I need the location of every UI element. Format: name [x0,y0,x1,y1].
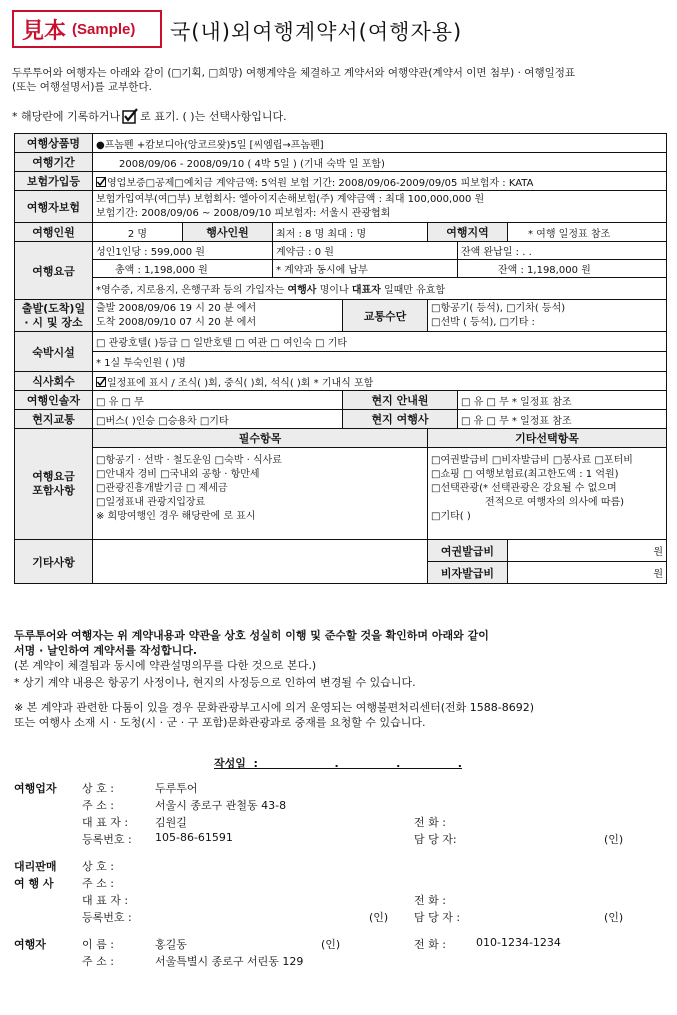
legend [12,108,287,124]
list-item: □관광진흥개발기금 □ 제세금 [96,483,228,494]
period-value: 2008/09/06 - 2008/09/10 ( 4박 5일 ) (기내 숙박 일 포함) [93,153,667,172]
guide-value: □ 유 □ 무 * 일정표 참조 [458,391,667,410]
party-row [14,875,669,892]
visa-fee-label: 비자발급비 [428,562,508,584]
party-row [14,858,669,875]
meals-value: 일정표에 표시 / 조식( )회, 중식( )회, 석식( )회 * 기내식 포함 [107,377,374,389]
table-row [15,332,667,352]
transport-line-1: □항공기( 등석), □기차( 등석) [431,302,566,314]
intro-line-1: 두루투어와 여행자는 아래와 같이 (□기획, □희망) 여행계약을 체결하고 계약서와 여행약관(계약서 이면 첨부) · 여행일정표 [12,67,576,79]
other-label: 기타사항 [15,540,93,584]
fee-note-mid: 명이나 [316,285,352,296]
traveler-phone-value: 010-1234-1234 [476,936,561,949]
address-value: 서울시 종로구 관철동 43-8 [155,799,287,812]
product-label: 여행상품명 [15,134,93,153]
party-row [14,909,669,926]
list-item: □항공기 · 선박 · 철도운임 □숙박 · 식사료 [96,455,282,466]
inclusions-label-2: 포함사항 [32,484,75,497]
fee-adult: 성인1인당 : 599,000 원 [93,242,273,260]
table-row [15,410,667,429]
meals-cell [93,372,667,391]
table-row [15,391,667,410]
table-row [15,352,667,372]
agency-title: 여행업자 [14,782,57,795]
visa-fee-unit: 원 [508,562,667,584]
sample-stamp [12,10,162,48]
min-people-value: 최저 : 8 명 최대 : 명 [273,223,428,242]
table-row [15,300,667,332]
page-title: 국(내)외여행계약서(여행자용) [170,20,463,44]
list-item: 전적으로 여행자의 의사에 따름) [431,497,625,508]
intro-text [12,66,667,94]
passport-fee-unit: 원 [508,540,667,562]
sub-agency-title-2: 여 행 사 [14,877,54,890]
insurance-value: 영업보증□공제□예치금 계약금액: 5억원 보험 기간: 2008/09/06-2009/09/05 피보험자 : KATA [107,177,534,189]
inclusions-label [15,429,93,540]
fee-balance-date: 잔액 완납일 : . . [458,242,667,260]
table-row [15,540,667,562]
transport-line-2: □선박 ( 등석), □기타 : [431,316,535,328]
list-item: □쇼핑 □ 여행보험료(최고한도액 : 1 억원) [431,469,619,480]
region-label: 여행지역 [428,223,508,242]
sample-stamp-small: (Sample) [72,20,136,38]
traveler-name-value: 홍길동 [155,938,187,951]
depart-label-2: · 시 및 장소 [24,315,83,329]
fee-balance: 잔액 : 1,198,000 원 [458,260,667,278]
checkbox-checked-icon [96,177,106,187]
insurance-label: 보험가입등 [15,172,93,191]
list-item: □기타( ) [431,511,471,522]
meals-label: 식사회수 [15,372,93,391]
fee-deposit-note: * 계약과 동시에 납부 [273,260,458,278]
insurance-cell [93,172,667,191]
local-transport-value: □버스( )인승 □승용차 □기타 [93,410,343,429]
header [12,8,667,54]
ceo-value: 김원길 [155,816,187,829]
list-item: ※ 희망여행인 경우 해당란에 로 표시 [96,511,256,522]
fee-note-bold-1: 여행사 [287,285,317,296]
traveler-seal-mark: (인) [321,938,341,951]
agreement-line-6: 또는 여행사 소재 시 · 도청(시 · 군 · 구 포함)문화관광과로 중재를 요청할 수 있습니다. [14,716,426,729]
transport-label: 교통수단 [343,300,428,332]
depart-line-2: 도착 2008/09/10 07 시 20 분 에서 [96,316,257,328]
fee-note-post: 일때만 유효함 [380,285,446,296]
sub-trade-label: 상 호 : [82,860,114,873]
party-row [14,814,669,831]
local-transport-label: 현지교통 [15,410,93,429]
depart-label-1: 출발(도착)일 [21,301,86,315]
required-items [93,448,428,540]
manager-label: 담 당 자: [414,833,457,846]
table-row [15,429,667,448]
table-row [15,172,667,191]
sub-manager-label: 담 당 자 : [414,911,461,924]
trade-name-value: 두루투어 [155,782,198,795]
table-row [15,191,667,223]
table-row [15,223,667,242]
date-line: 작성일 : . . . [214,757,462,770]
required-header: 필수항목 [93,429,428,448]
travel-insurance-line-2: 보험기간: 2008/09/06 ~ 2008/09/10 피보험자: 서울시 관광협회 [96,207,391,219]
depart-cell [93,300,343,332]
traveler-name-label: 이 름 : [82,938,114,951]
agreement-line-5: ※ 본 계약과 관련한 다툼이 있을 경우 문화관광부고시에 의거 운영되는 여행불편처리센터(전화 1588-8692) [14,701,535,714]
fee-total: 총액 : 1,198,000 원 [93,260,273,278]
party-row [14,780,669,797]
agreement-line-4: * 상기 계약 내용은 항공기 사정이나, 현지의 사정등으로 인하여 변경될 수 있습니다. [14,676,416,689]
other-value [93,540,428,584]
sub-phone-label: 전 화 : [414,894,446,907]
fee-label: 여행요금 [15,242,93,300]
optional-items [428,448,667,540]
guide-label: 현지 안내원 [343,391,458,410]
table-row [15,242,667,260]
fee-note-pre: *영수증, 지로용지, 은행구좌 등의 가입자는 [96,285,288,296]
inclusions-label-1: 여행요금 [32,470,75,483]
escort-value: □ 유 □ 무 [93,391,343,410]
travel-insurance-label: 여행자보험 [15,191,93,223]
optional-header: 기타선택항목 [428,429,667,448]
legend-suffix: 로 표기. ( )는 선택사항입니다. [140,110,287,123]
lodging-line-1: □ 관광호텔( )등급 □ 일반호텔 □ 여관 □ 여인숙 □ 기타 [93,332,667,352]
checkbox-checked-icon [96,377,106,387]
traveler-title: 여행자 [14,938,46,951]
travel-insurance-cell [93,191,667,223]
agreement-line-1: 두루투어와 여행자는 위 계약내용과 약관을 상호 성실히 이행 및 준수할 것을 확인하며 아래와 같이 [14,629,489,642]
traveler-address-label: 주 소 : [82,955,114,968]
sample-stamp-big: 見本 [22,18,67,44]
local-agency-label: 현지 여행사 [343,410,458,429]
people-value: 2 명 [93,223,183,242]
traveler-phone-label: 전 화 : [414,938,446,951]
table-row [15,278,667,300]
checkbox-checked-icon [122,108,138,124]
party-row [14,953,669,970]
fee-note-bold-2: 대표자 [351,285,381,296]
fee-deposit: 계약금 : 0 원 [273,242,458,260]
sub-manager-seal-mark: (인) [604,911,624,924]
agreement-line-3: (본 계약이 체결됨과 동시에 약관설명의무를 다한 것으로 본다.) [14,659,317,672]
party-row [14,797,669,814]
sub-seal-mark: (인) [369,911,389,924]
address-label: 주 소 : [82,799,114,812]
party-row [14,936,669,953]
list-item: □선택관광(* 선택관광은 강요될 수 없으며 [431,483,617,494]
region-value: * 여행 일정표 참조 [508,223,667,242]
transport-cell [428,300,667,332]
sub-address-label: 주 소 : [82,877,114,890]
fee-note [93,278,667,300]
table-row [15,260,667,278]
reg-label: 등록번호 : [82,833,132,846]
passport-fee-label: 여권발급비 [428,540,508,562]
intro-line-2: (또는 여행설명서)를 교부한다. [12,81,152,93]
contract-form-table [14,133,667,584]
depart-label [15,300,93,332]
reg-value: 105-86-61591 [155,831,233,844]
people-label: 여행인원 [15,223,93,242]
lodging-label: 숙박시설 [15,332,93,372]
escort-label: 여행인솔자 [15,391,93,410]
depart-line-1: 출발 2008/09/06 19 시 20 분 에서 [96,302,257,314]
ceo-label: 대 표 자 : [82,816,129,829]
table-row [15,153,667,172]
table-row [15,134,667,153]
list-item: □일정표내 관광지입장료 [96,497,206,508]
travel-insurance-line-1: 보험가입여부(여□부) 보험회사: 엘아이지손해보험(주) 계약금액 : 최대 100,000,000 원 [96,193,485,205]
min-people-label: 행사인원 [183,223,273,242]
lodging-line-2: * 1실 투숙인원 ( )명 [93,352,667,372]
list-item: □여권발급비 □비자발급비 □봉사료 □포터비 [431,455,633,466]
table-row [15,372,667,391]
traveler-address-value: 서울특별시 종로구 서린동 129 [155,955,304,968]
local-agency-value: □ 유 □ 무 * 일정표 참조 [458,410,667,429]
period-label: 여행기간 [15,153,93,172]
list-item: □안내자 경비 □국내외 공항 · 항만세 [96,469,260,480]
trade-name-label: 상 호 : [82,782,114,795]
party-row [14,892,669,909]
agreement-line-2: 서명 · 날인하여 계약서를 작성합니다. [14,644,198,657]
sub-agency-title-1: 대리판매 [14,860,57,873]
table-row [15,448,667,540]
product-value: ●프놈펜 +캄보디아(앙코르왓)5일 [씨엠립→프놈펜] [93,134,667,153]
agreement-text [14,628,669,730]
legend-prefix: * 해당란에 기록하거나 [12,110,121,123]
seal-mark: (인) [604,833,624,846]
sub-ceo-label: 대 표 자 : [82,894,129,907]
party-row [14,831,669,848]
sub-reg-label: 등록번호 : [82,911,132,924]
phone-label: 전 화 : [414,816,446,829]
parties-section [14,780,669,970]
